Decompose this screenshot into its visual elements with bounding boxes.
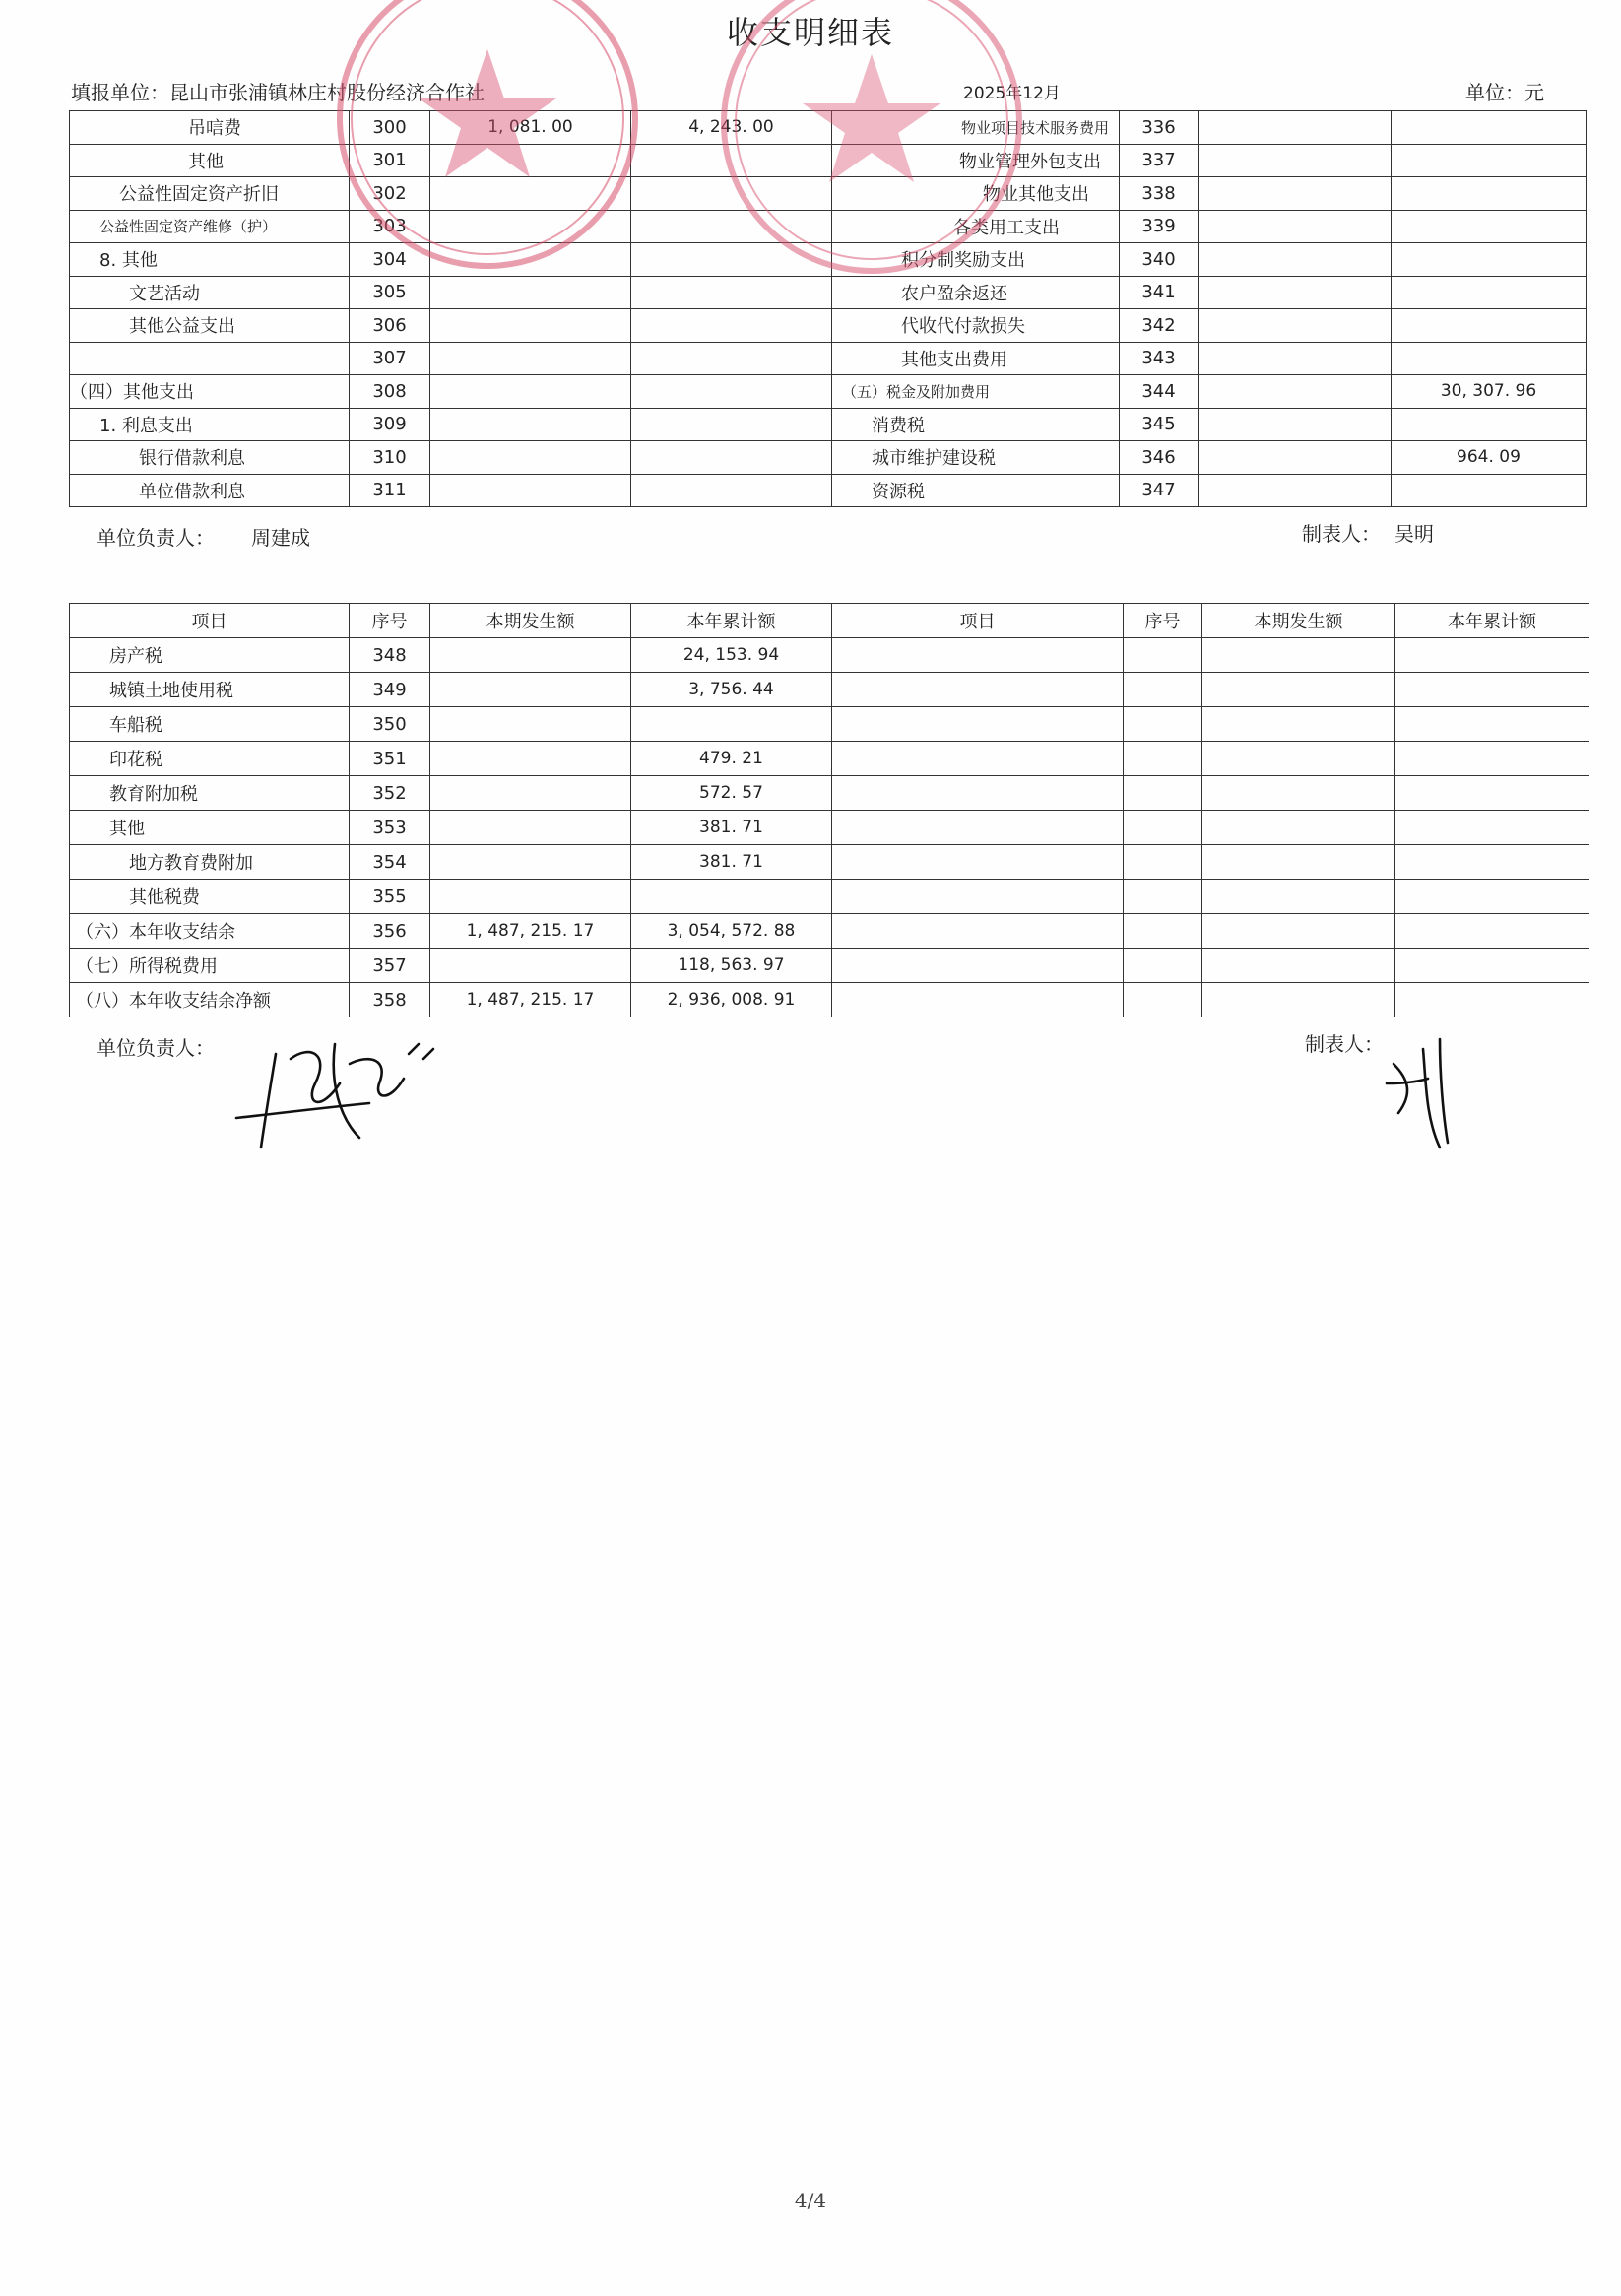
table-row — [70, 914, 1589, 949]
seq-no-left: 302 — [350, 177, 430, 211]
current-amount-left — [430, 309, 631, 343]
item-left: 城镇土地使用税 — [70, 673, 350, 707]
seq-no-left: 301 — [350, 144, 430, 177]
ytd-amount-right — [1392, 177, 1587, 211]
item-left: 吊唁费 — [70, 111, 350, 145]
seq-no-right: 337 — [1120, 144, 1199, 177]
item-left: 文艺活动 — [70, 276, 350, 309]
item-right: 消费税 — [832, 408, 1120, 441]
item-right: 各类用工支出 — [832, 210, 1120, 243]
unit-responsible-label: 单位负责人： — [97, 526, 215, 550]
ytd-amount-left — [631, 441, 832, 475]
current-amount-left — [430, 707, 631, 742]
current-amount-right — [1199, 210, 1392, 243]
current-amount-right — [1199, 276, 1392, 309]
ytd-amount-right: 30, 307. 96 — [1392, 375, 1587, 409]
seq-no-left: 350 — [350, 707, 430, 742]
ytd-amount-right — [1395, 673, 1589, 707]
table-row — [70, 375, 1587, 409]
item-right: 物业其他支出 — [832, 177, 1120, 211]
current-amount-right — [1202, 776, 1395, 811]
seq-no-right — [1124, 845, 1202, 880]
item-right — [832, 707, 1124, 742]
current-amount-left — [430, 811, 631, 845]
item-right — [832, 983, 1124, 1017]
item-left: （八）本年收支结余净额 — [70, 983, 350, 1017]
reporting-unit: 填报单位：昆山市张浦镇林庄村股份经济合作社 — [71, 81, 485, 104]
item-right — [832, 673, 1124, 707]
current-amount-right — [1202, 811, 1395, 845]
current-amount-left — [430, 474, 631, 507]
item-left — [70, 342, 350, 375]
preparer-label: 制表人： — [1302, 522, 1381, 546]
item-left: 1. 利息支出 — [70, 408, 350, 441]
detail-table-lower — [69, 603, 1589, 1017]
current-amount-right — [1202, 949, 1395, 983]
ytd-amount-right — [1392, 276, 1587, 309]
seq-no-right — [1124, 673, 1202, 707]
current-amount-right — [1199, 111, 1392, 145]
table-row — [70, 707, 1589, 742]
ytd-amount-right — [1392, 474, 1587, 507]
ytd-amount-right — [1392, 144, 1587, 177]
table-row — [70, 880, 1589, 914]
ytd-amount-right — [1395, 914, 1589, 949]
ytd-amount-right — [1392, 243, 1587, 277]
item-right: 农户盈余返还 — [832, 276, 1120, 309]
ytd-amount-right — [1395, 638, 1589, 673]
table-row — [70, 408, 1587, 441]
header-current-left: 本期发生额 — [430, 604, 631, 638]
item-right: （五）税金及附加费用 — [832, 375, 1120, 409]
table-row — [70, 441, 1587, 475]
item-right: 资源税 — [832, 474, 1120, 507]
item-right: 物业管理外包支出 — [832, 144, 1120, 177]
ytd-amount-left: 572. 57 — [631, 776, 832, 811]
item-right — [832, 914, 1124, 949]
current-amount-right — [1199, 243, 1392, 277]
seq-no-right: 345 — [1120, 408, 1199, 441]
seq-no-left: 300 — [350, 111, 430, 145]
unit-responsible-name: 周建成 — [251, 526, 310, 550]
current-amount-right — [1199, 474, 1392, 507]
current-amount-right — [1202, 742, 1395, 776]
current-amount-right — [1199, 309, 1392, 343]
ytd-amount-left: 381. 71 — [631, 811, 832, 845]
header-item-left: 项目 — [70, 604, 350, 638]
seq-no-right: 340 — [1120, 243, 1199, 277]
seq-no-left: 310 — [350, 441, 430, 475]
header-current-right: 本期发生额 — [1202, 604, 1395, 638]
item-right: 代收代付款损失 — [832, 309, 1120, 343]
ytd-amount-left: 479. 21 — [631, 742, 832, 776]
item-left: 印花税 — [70, 742, 350, 776]
ytd-amount-left — [631, 342, 832, 375]
item-left: 8. 其他 — [70, 243, 350, 277]
seq-no-left: 358 — [350, 983, 430, 1017]
seq-no-left: 305 — [350, 276, 430, 309]
seq-no-right — [1124, 983, 1202, 1017]
table-row — [70, 949, 1589, 983]
table-row — [70, 845, 1589, 880]
seq-no-right — [1124, 880, 1202, 914]
seq-no-right — [1124, 949, 1202, 983]
table-header-row — [70, 604, 1589, 638]
item-left: 地方教育费附加 — [70, 845, 350, 880]
current-amount-left — [430, 375, 631, 409]
seq-no-right: 341 — [1120, 276, 1199, 309]
seq-no-right: 347 — [1120, 474, 1199, 507]
table-row — [70, 776, 1589, 811]
current-amount-right — [1202, 638, 1395, 673]
item-right — [832, 638, 1124, 673]
current-amount-right — [1199, 408, 1392, 441]
item-right — [832, 776, 1124, 811]
seq-no-left: 309 — [350, 408, 430, 441]
current-amount-left — [430, 673, 631, 707]
item-left: 银行借款利息 — [70, 441, 350, 475]
seq-no-left: 356 — [350, 914, 430, 949]
ytd-amount-right — [1392, 342, 1587, 375]
item-left: 其他公益支出 — [70, 309, 350, 343]
item-right: 物业项目技术服务费用 — [832, 111, 1120, 145]
item-left: 其他 — [70, 811, 350, 845]
seq-no-left: 351 — [350, 742, 430, 776]
header-item-right: 项目 — [832, 604, 1124, 638]
item-left: 教育附加税 — [70, 776, 350, 811]
item-right: 积分制奖励支出 — [832, 243, 1120, 277]
page-number: 4/4 — [794, 2189, 827, 2212]
seq-no-right: 342 — [1120, 309, 1199, 343]
item-left: 其他税费 — [70, 880, 350, 914]
current-amount-left — [430, 342, 631, 375]
current-amount-right — [1202, 880, 1395, 914]
seq-no-left: 348 — [350, 638, 430, 673]
seq-no-left: 304 — [350, 243, 430, 277]
seq-no-left: 307 — [350, 342, 430, 375]
item-right — [832, 811, 1124, 845]
current-amount-right — [1199, 375, 1392, 409]
ytd-amount-left: 24, 153. 94 — [631, 638, 832, 673]
ytd-amount-right — [1395, 880, 1589, 914]
seq-no-left: 311 — [350, 474, 430, 507]
current-amount-right — [1202, 983, 1395, 1017]
ytd-amount-right — [1395, 845, 1589, 880]
current-amount-right — [1199, 441, 1392, 475]
current-amount-left — [430, 845, 631, 880]
ytd-amount-right — [1395, 811, 1589, 845]
seq-no-right — [1124, 776, 1202, 811]
seq-no-right: 336 — [1120, 111, 1199, 145]
ytd-amount-right — [1395, 707, 1589, 742]
ytd-amount-left: 4, 243. 00 — [631, 111, 832, 145]
current-amount-right — [1202, 845, 1395, 880]
seq-no-left: 308 — [350, 375, 430, 409]
seq-no-right: 344 — [1120, 375, 1199, 409]
current-amount-left — [430, 276, 631, 309]
header-ytd-left: 本年累计额 — [631, 604, 832, 638]
ytd-amount-left — [631, 309, 832, 343]
current-amount-left: 1, 487, 215. 17 — [430, 983, 631, 1017]
page-title: 收支明细表 — [726, 14, 894, 51]
header-no-right: 序号 — [1124, 604, 1202, 638]
ytd-amount-right — [1395, 983, 1589, 1017]
item-left: 单位借款利息 — [70, 474, 350, 507]
seq-no-right — [1124, 811, 1202, 845]
unit-responsible-label-2: 单位负责人： — [97, 1036, 215, 1060]
official-seal-right — [709, 0, 1034, 286]
table-row — [70, 983, 1589, 1017]
current-amount-right — [1202, 914, 1395, 949]
ytd-amount-right — [1392, 408, 1587, 441]
table-row — [70, 742, 1589, 776]
ytd-amount-right — [1392, 111, 1587, 145]
ytd-amount-right — [1392, 210, 1587, 243]
current-amount-left — [430, 880, 631, 914]
ytd-amount-left: 3, 054, 572. 88 — [631, 914, 832, 949]
seq-no-right — [1124, 707, 1202, 742]
ytd-amount-right — [1395, 742, 1589, 776]
item-left: 公益性固定资产维修（护） — [70, 210, 350, 243]
seq-no-right: 346 — [1120, 441, 1199, 475]
current-amount-right — [1199, 342, 1392, 375]
item-left: 其他 — [70, 144, 350, 177]
ytd-amount-left — [631, 880, 832, 914]
seq-no-left: 354 — [350, 845, 430, 880]
current-amount-right — [1202, 707, 1395, 742]
current-amount-left: 1, 487, 215. 17 — [430, 914, 631, 949]
current-amount-left — [430, 408, 631, 441]
current-amount-left — [430, 638, 631, 673]
current-amount-left: 1, 081. 00 — [430, 111, 631, 145]
item-left: （四）其他支出 — [70, 375, 350, 409]
preparer-label-2: 制表人： — [1305, 1032, 1384, 1056]
report-period: 2025年12月 — [963, 84, 1061, 103]
seq-no-right — [1124, 914, 1202, 949]
ytd-amount-right — [1392, 309, 1587, 343]
current-amount-right — [1199, 144, 1392, 177]
signature-preparer — [1379, 1024, 1458, 1152]
item-left: （七）所得税费用 — [70, 949, 350, 983]
seq-no-right — [1124, 742, 1202, 776]
table-row — [70, 342, 1587, 375]
ytd-amount-right — [1395, 949, 1589, 983]
seq-no-left: 355 — [350, 880, 430, 914]
item-right: 城市维护建设税 — [832, 441, 1120, 475]
current-amount-left — [430, 776, 631, 811]
table-row — [70, 474, 1587, 507]
seq-no-left: 303 — [350, 210, 430, 243]
ytd-amount-left: 381. 71 — [631, 845, 832, 880]
table-row — [70, 811, 1589, 845]
item-left: 房产税 — [70, 638, 350, 673]
table-row — [70, 673, 1589, 707]
seq-no-left: 353 — [350, 811, 430, 845]
preparer-name: 吴明 — [1394, 522, 1434, 546]
seq-no-left: 352 — [350, 776, 430, 811]
ytd-amount-left: 2, 936, 008. 91 — [631, 983, 832, 1017]
item-right — [832, 880, 1124, 914]
seq-no-left: 357 — [350, 949, 430, 983]
item-left: （六）本年收支结余 — [70, 914, 350, 949]
ytd-amount-left — [631, 375, 832, 409]
ytd-amount-left: 118, 563. 97 — [631, 949, 832, 983]
seq-no-right: 343 — [1120, 342, 1199, 375]
seq-no-left: 349 — [350, 673, 430, 707]
ytd-amount-left: 3, 756. 44 — [631, 673, 832, 707]
item-left: 公益性固定资产折旧 — [70, 177, 350, 211]
item-right: 其他支出费用 — [832, 342, 1120, 375]
current-amount-right — [1202, 673, 1395, 707]
current-amount-right — [1199, 177, 1392, 211]
item-right — [832, 845, 1124, 880]
ytd-amount-right: 964. 09 — [1392, 441, 1587, 475]
ytd-amount-right — [1395, 776, 1589, 811]
seq-no-right: 339 — [1120, 210, 1199, 243]
official-seal-left — [325, 0, 650, 281]
item-right — [832, 949, 1124, 983]
item-right — [832, 742, 1124, 776]
ytd-amount-left — [631, 474, 832, 507]
currency-unit: 单位：元 — [1465, 81, 1544, 104]
current-amount-left — [430, 949, 631, 983]
ytd-amount-left — [631, 707, 832, 742]
header-no-left: 序号 — [350, 604, 430, 638]
item-left: 车船税 — [70, 707, 350, 742]
seq-no-right: 338 — [1120, 177, 1199, 211]
table-row — [70, 638, 1589, 673]
signature-responsible — [231, 1024, 458, 1152]
ytd-amount-left — [631, 408, 832, 441]
header-ytd-right: 本年累计额 — [1395, 604, 1589, 638]
current-amount-left — [430, 742, 631, 776]
seq-no-left: 306 — [350, 309, 430, 343]
seq-no-right — [1124, 638, 1202, 673]
table-row — [70, 309, 1587, 343]
current-amount-left — [430, 441, 631, 475]
